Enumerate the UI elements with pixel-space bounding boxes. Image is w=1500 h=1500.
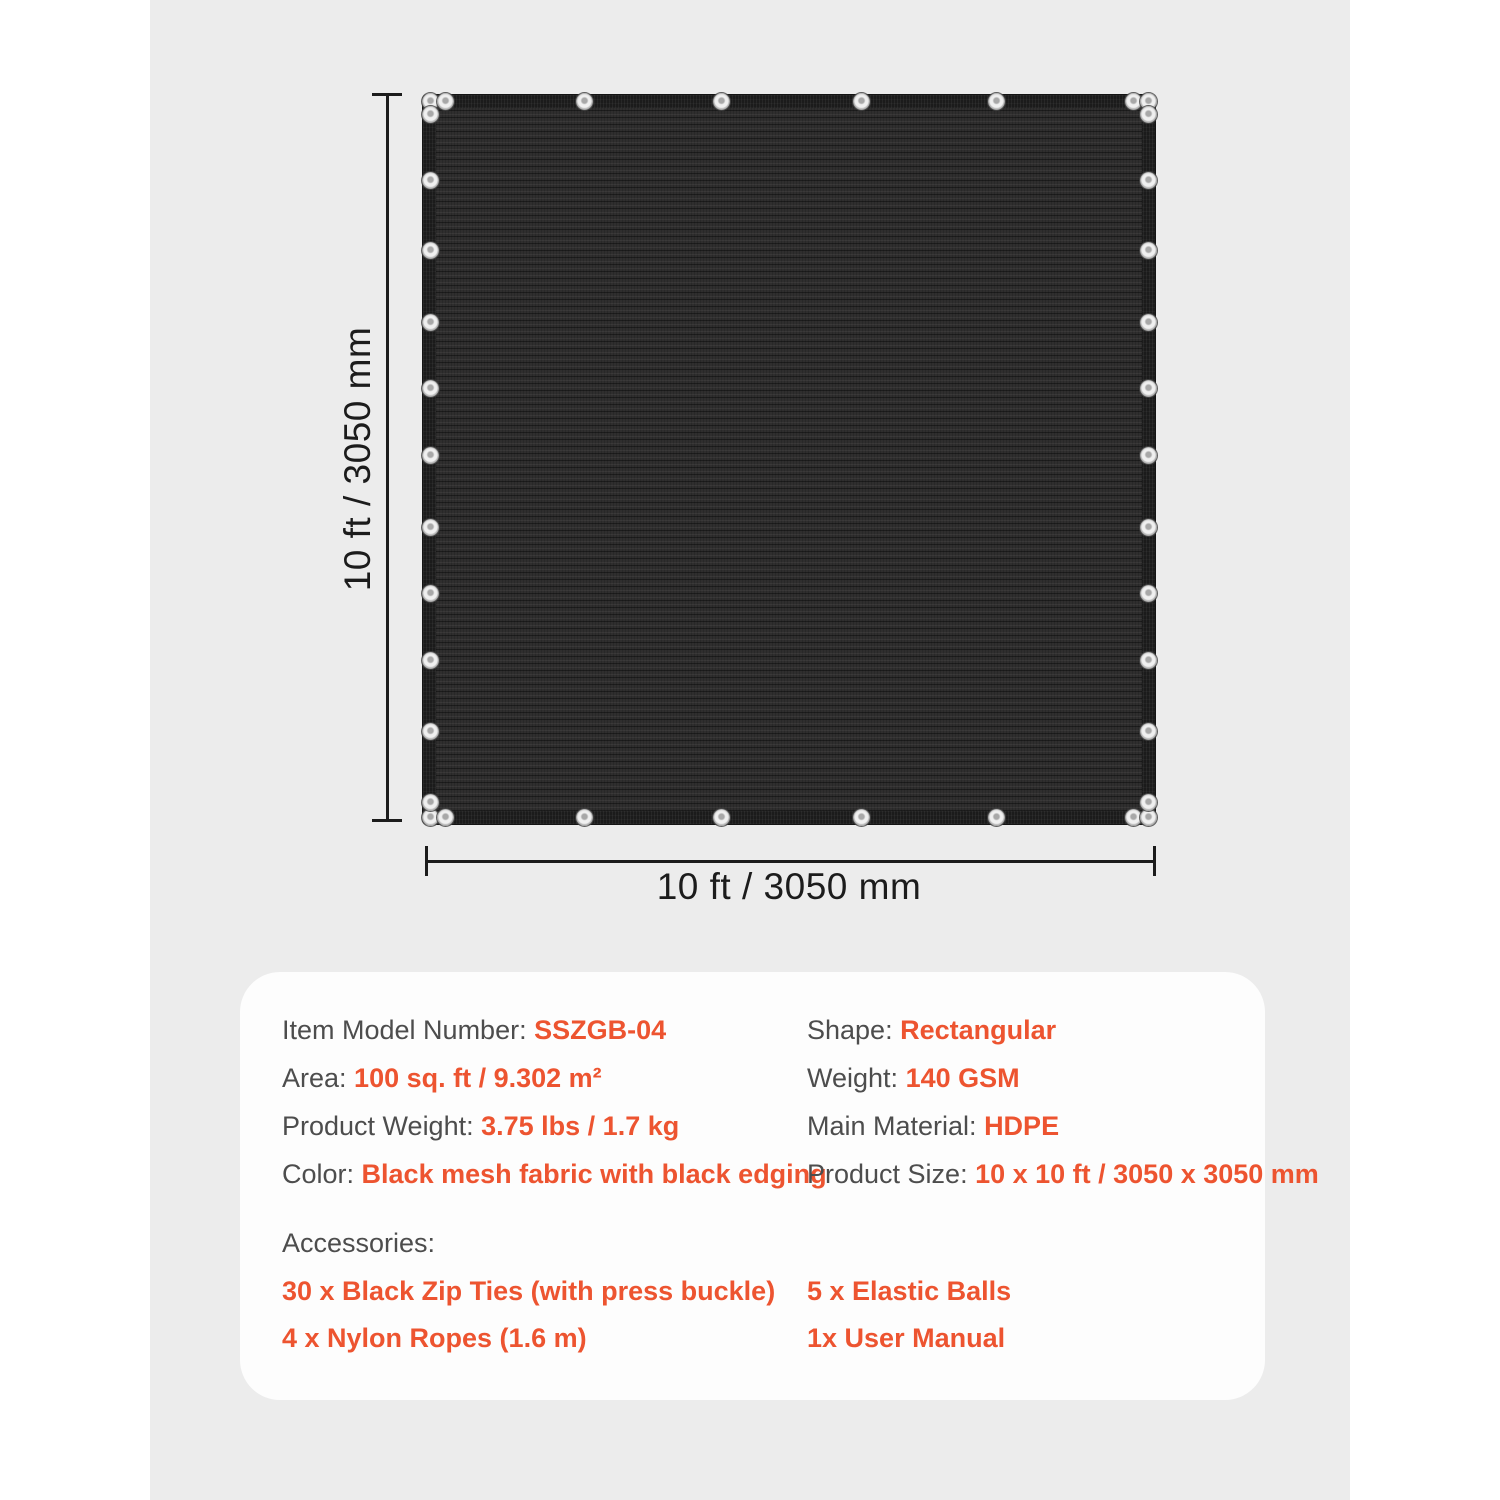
- spec-value: SSZGB-04: [534, 1015, 667, 1045]
- accessory-user-manual: 1x User Manual: [807, 1323, 1006, 1353]
- grommet-icon: [576, 93, 593, 110]
- spec-color: [282, 1157, 827, 1191]
- grommet-icon: [422, 242, 439, 259]
- spec-label: Weight:: [807, 1063, 906, 1093]
- grommet-icon: [422, 519, 439, 536]
- grommet-icon: [422, 447, 439, 464]
- spec-area: [282, 1061, 602, 1095]
- spec-label: Product Weight:: [282, 1111, 482, 1141]
- grommet-icon: [422, 585, 439, 602]
- spec-label: Area:: [282, 1063, 355, 1093]
- grommet-icon: [713, 809, 730, 826]
- grommet-icon: [1140, 242, 1157, 259]
- grommet-icon: [1125, 93, 1142, 110]
- spec-value: Black mesh fabric with black edging: [361, 1159, 827, 1189]
- grommet-icon: [853, 93, 870, 110]
- height-dimension-label: 10 ft / 3050 mm: [337, 326, 378, 592]
- grommet-icon: [422, 794, 439, 811]
- grommet-icon: [422, 106, 439, 123]
- mesh-texture: [436, 108, 1142, 811]
- grommet-icon: [1140, 723, 1157, 740]
- spec-value: 10 x 10 ft / 3050 x 3050 mm: [975, 1159, 1319, 1189]
- grommet-icon: [422, 652, 439, 669]
- grommet-icon: [1140, 380, 1157, 397]
- grommet-icon: [1140, 519, 1157, 536]
- height-dimension-bottom-tick: [372, 819, 402, 822]
- grommet-icon: [713, 93, 730, 110]
- spec-shape: [807, 1013, 1056, 1047]
- spec-product-weight: [282, 1109, 679, 1143]
- gray-backdrop: [150, 0, 1350, 1500]
- grommet-icon: [1140, 106, 1157, 123]
- grommet-icon: [853, 809, 870, 826]
- grommet-icon: [1140, 809, 1157, 826]
- accessories-title: Accessories:: [282, 1228, 436, 1258]
- width-dimension-line: [426, 860, 1156, 863]
- grommet-icon: [1140, 447, 1157, 464]
- grommet-icon: [422, 723, 439, 740]
- grommet-icon: [1140, 794, 1157, 811]
- grommet-icon: [422, 809, 439, 826]
- spec-product-size: [807, 1157, 1319, 1191]
- spec-value: HDPE: [984, 1111, 1060, 1141]
- spec-card: [240, 972, 1319, 1400]
- spec-label: Item Model Number:: [282, 1015, 535, 1045]
- grommet-icon: [1140, 172, 1157, 189]
- height-dimension-line: [386, 94, 389, 821]
- spec-label: Main Material:: [807, 1111, 985, 1141]
- grommet-icon: [437, 809, 454, 826]
- grommet-icon: [422, 172, 439, 189]
- grommet-icon: [437, 93, 454, 110]
- grommet-icon: [422, 380, 439, 397]
- spec-label: Shape:: [807, 1015, 901, 1045]
- grommet-icon: [1140, 652, 1157, 669]
- spec-label: Product Size:: [807, 1159, 976, 1189]
- grommet-icon: [1140, 585, 1157, 602]
- spec-main-material: [807, 1109, 1059, 1143]
- grommet-icon: [576, 809, 593, 826]
- accessory-zip-ties: 30 x Black Zip Ties (with press buckle): [282, 1276, 776, 1306]
- shade-mesh-fabric: [423, 95, 1155, 824]
- accessory-nylon-ropes: 4 x Nylon Ropes (1.6 m): [282, 1323, 587, 1353]
- spec-weight-gsm: [807, 1061, 1020, 1095]
- spec-item-model-number: [282, 1013, 666, 1047]
- grommet-icon: [422, 314, 439, 331]
- grommet-icon: [988, 93, 1005, 110]
- spec-value: 140 GSM: [905, 1063, 1020, 1093]
- spec-value: Rectangular: [900, 1015, 1057, 1045]
- accessory-elastic-balls: 5 x Elastic Balls: [807, 1276, 1012, 1306]
- spec-label: Color:: [282, 1159, 362, 1189]
- width-dimension-label: 10 ft / 3050 mm: [656, 866, 922, 907]
- grommet-icon: [1140, 314, 1157, 331]
- height-dimension-top-tick: [372, 93, 402, 96]
- spec-value: 3.75 lbs / 1.7 kg: [481, 1111, 680, 1141]
- grommet-icon: [988, 809, 1005, 826]
- grommet-icon: [1125, 809, 1142, 826]
- spec-value: 100 sq. ft / 9.302 m²: [354, 1063, 602, 1093]
